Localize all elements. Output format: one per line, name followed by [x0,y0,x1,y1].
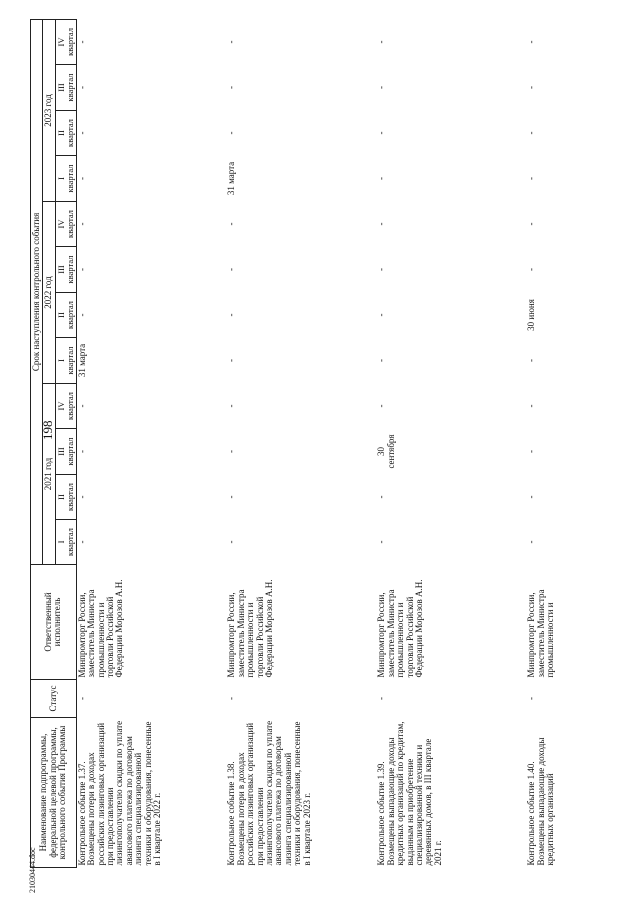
header-quarter [55,293,76,338]
quarter-word: квартал [64,346,75,375]
event-name-cell: Контрольное событие 1.40. Возмещены выпадающие доходы кредитных организаций [526,737,556,866]
page-number: 198 [40,420,55,440]
event-name-cell: Контрольное событие 1.39. Возмещены выпадающие доходы кредитных организаций по кредитам, выданным на приобретение специализированной техники и деревянных домов, в III квартале 2021 г. [376,721,443,866]
executor-cell: Минпромторг России, заместитель Министра промышленности и торговли Российской Федерации Морозов А.Н. [76,579,125,678]
deadline-cell: - [376,40,387,44]
status-cell: - [376,697,387,700]
header-quarter [55,384,76,429]
header-quarter [55,156,76,202]
deadline-cell: - [226,450,237,453]
control-events-table [30,19,566,868]
status-cell: - [76,697,87,700]
executor-cell: Минпромторг России, заместитель Министра промышленности и торговли Российской Федерации Морозов А.Н. [226,579,274,678]
event-name-cell: Контрольное событие 1.37. Возмещены потери в доходах российских лизинговых организаций при предоставлении лизингополучателю скидки по уплате авансового платежа по договорам лизинга специализированной техники и оборудования, понесенные в I квартале 2022 г. [76,720,163,866]
quarter-word: квартал [64,437,75,466]
deadline-cell: - [526,86,537,89]
deadline-cell: - [526,177,537,180]
header-quarter [55,338,76,384]
deadline-cell: - [76,131,87,135]
status-cell: - [526,697,537,700]
rotated-table-container [30,21,596,868]
header-year-2021: 2021 год [43,384,55,565]
executor-cell: Минпромторг России, заместитель Министра промышленности и торговли Российской Федерации Морозов А.Н. [376,579,424,678]
quarter-word: квартал [64,73,75,102]
deadline-cell: 30 июня [526,299,537,331]
table-row [76,19,226,867]
deadline-cell: - [226,540,237,544]
quarter-numeral: I [55,177,66,180]
deadline-cell: - [226,495,237,499]
deadline-cell: - [376,131,387,135]
deadline-cell: 30 сентября [376,434,396,469]
footer-filename: 21030444.doc [28,847,37,893]
quarter-numeral: II [55,494,66,500]
quarter-word: квартал [64,392,75,420]
header-year-2022: 2022 год [43,202,55,384]
header-quarter [55,247,76,293]
deadline-cell: - [376,268,387,271]
header-quarter [55,19,76,64]
deadline-cell: - [226,268,237,271]
deadline-cell: - [526,268,537,271]
deadline-cell: - [526,450,537,453]
quarter-word: квартал [64,255,75,284]
deadline-cell: - [226,359,237,362]
status-cell: - [226,697,237,700]
table-row [376,19,526,867]
header-quarter [55,202,76,247]
deadline-cell: - [376,495,387,499]
deadline-cell: - [376,404,387,408]
quarter-numeral: III [55,83,66,92]
deadline-cell: - [76,495,87,499]
header-status: Статус [31,680,77,718]
deadline-cell: - [226,131,237,135]
deadline-cell: - [526,222,537,226]
deadline-cell: - [526,359,537,362]
header-year-2023: 2023 год [43,19,55,201]
deadline-cell: - [226,86,237,89]
deadline-cell: - [526,404,537,408]
quarter-numeral: I [55,359,66,362]
deadline-cell: - [376,86,387,89]
quarter-numeral: IV [55,401,66,411]
deadline-cell: - [376,359,387,362]
header-quarter [55,429,76,475]
deadline-cell: - [76,177,87,180]
quarter-word: квартал [64,28,75,56]
header-name: Наименование подпрограммы, федеральной целевой программы, контрольного события Программы [31,718,77,868]
table-row [226,19,376,867]
executor-cell: Минпромторг России, заместитель Министра промышленности и [526,589,556,678]
quarter-numeral: III [55,447,66,456]
deadline-cell: - [76,450,87,453]
deadline-cell: - [526,40,537,44]
deadline-cell: - [76,86,87,89]
deadline-cell: - [226,404,237,408]
quarter-word: квартал [64,528,75,556]
quarter-numeral: IV [55,219,66,229]
quarter-word: квартал [64,164,75,193]
deadline-cell: - [526,495,537,499]
deadline-cell: - [76,222,87,226]
deadline-cell: - [76,268,87,271]
deadline-cell: - [376,313,387,317]
deadline-cell: - [526,540,537,544]
deadline-cell: - [226,40,237,44]
quarter-word: квартал [64,301,75,329]
header-quarter [55,111,76,156]
quarter-numeral: IV [55,37,66,47]
header-executor: Ответственный исполнитель [31,565,77,680]
quarter-word: квартал [64,483,75,511]
deadline-cell: - [76,40,87,44]
deadline-cell: - [376,177,387,180]
deadline-cell: - [76,313,87,317]
table-row [526,19,566,867]
header-quarter [55,65,76,111]
quarter-numeral: II [55,130,66,136]
deadline-cell: - [76,404,87,408]
deadline-cell: - [226,222,237,226]
deadline-cell: 31 марта [76,343,87,378]
quarter-numeral: III [55,265,66,274]
quarter-numeral: I [55,540,66,544]
quarter-word: квартал [64,119,75,147]
quarter-word: квартал [64,210,75,238]
header-quarter [55,475,76,520]
deadline-cell: - [226,313,237,317]
table-body [76,19,566,867]
deadline-cell: - [376,540,387,544]
deadline-cell: - [376,222,387,226]
deadline-cell: - [76,540,87,544]
header-quarter [55,520,76,565]
quarter-numeral: II [55,312,66,318]
event-name-cell: Контрольное событие 1.38. Возмещены потери в доходах российских лизинговых организаций при предоставлении лизингополучателю скидки по уплате авансового платежа по договорам лизинга специализированной техники и оборудования, понесенные в I квартале 2023 г. [226,720,312,866]
deadline-cell: 31 марта [226,161,237,196]
header-deadline: Срок наступления контрольного события [31,19,43,564]
deadline-cell: - [526,131,537,135]
